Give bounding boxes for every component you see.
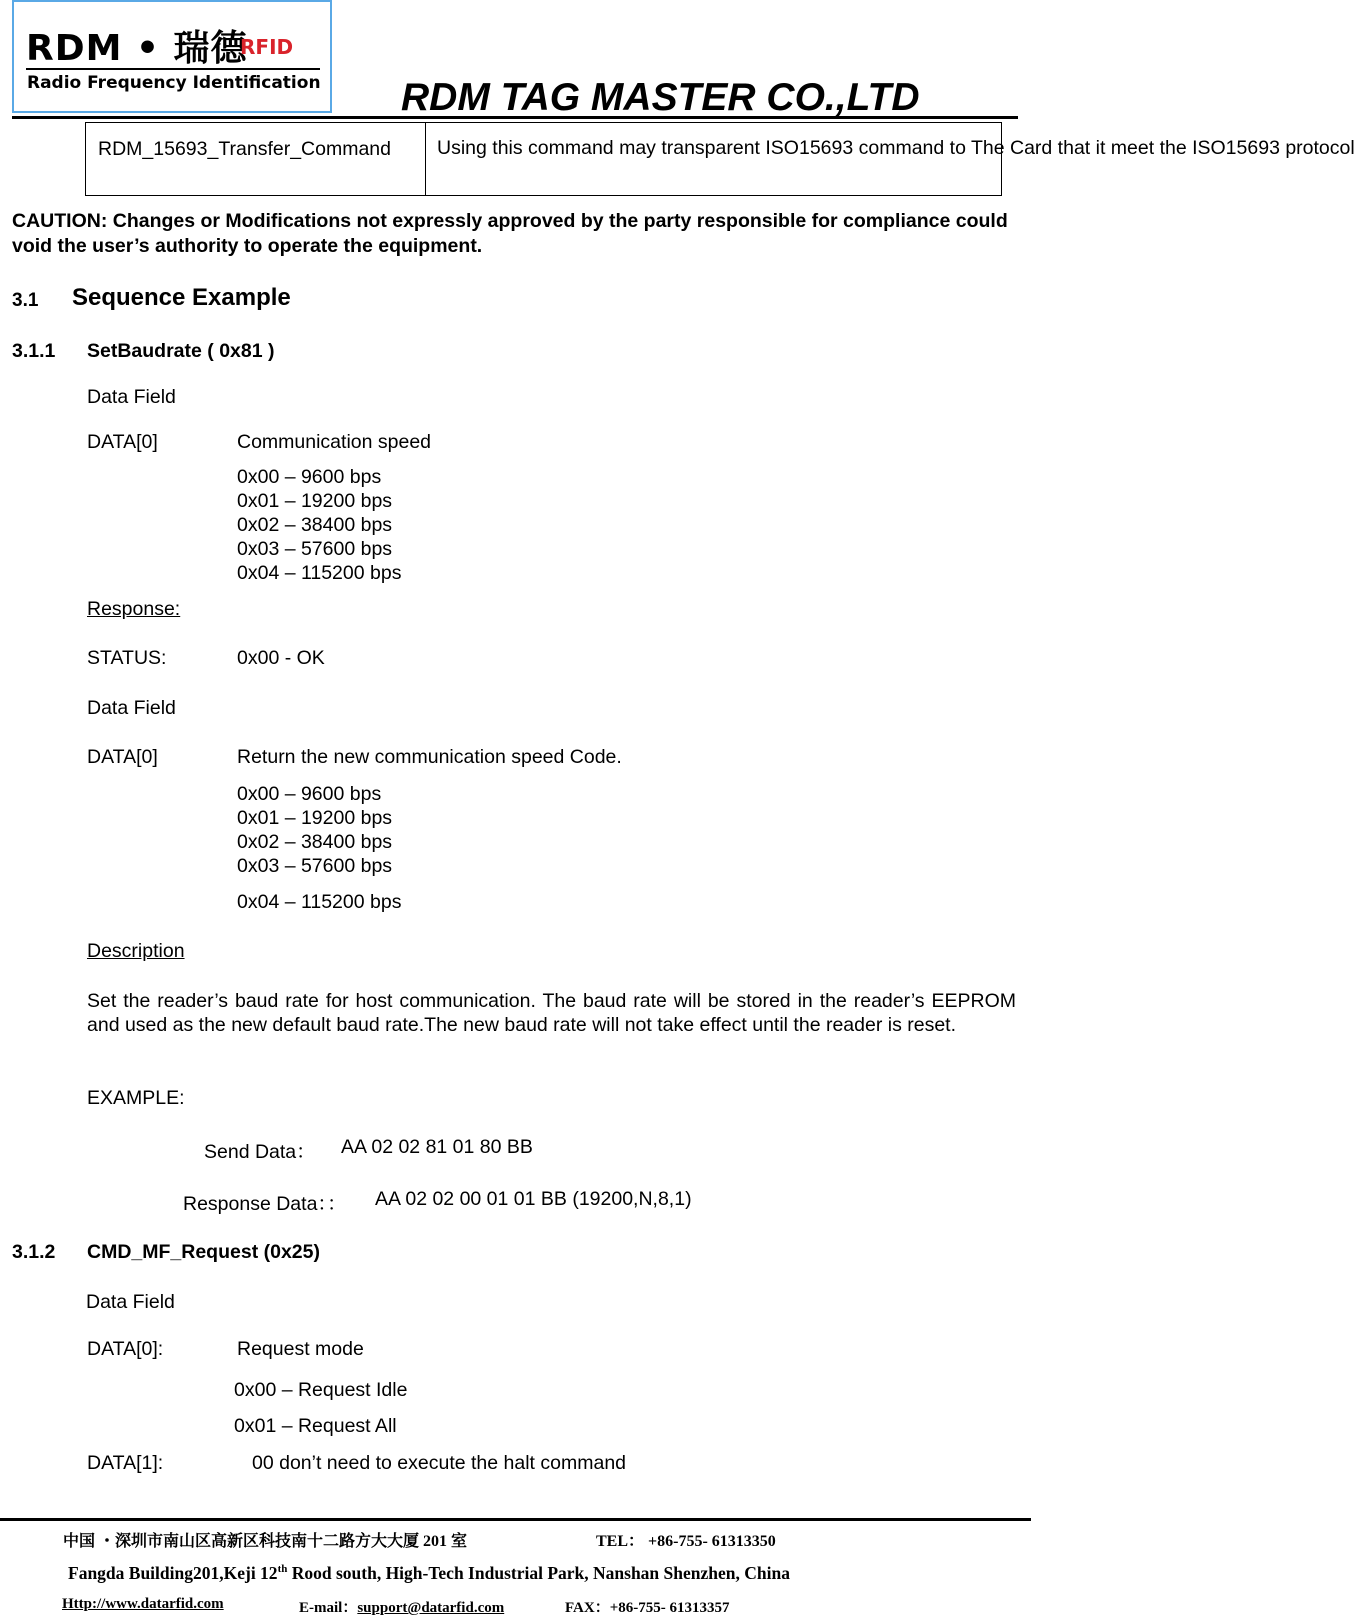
send-data-value: AA 02 02 81 01 80 BB <box>341 1136 533 1158</box>
data-field-label: Data Field <box>87 386 176 408</box>
data0-label: DATA[0] <box>87 431 158 453</box>
footer-email-link[interactable]: support@datarfid.com <box>357 1600 505 1616</box>
speed-option: 0x00 – 9600 bps <box>237 466 382 488</box>
command-name-cell: RDM_15693_Transfer_Command <box>86 123 426 195</box>
data-field-label: Data Field <box>87 697 176 719</box>
speed-option: 0x04 – 115200 bps <box>237 562 402 584</box>
status-label: STATUS: <box>87 647 167 669</box>
description-paragraph: Set the reader’s baud rate for host communication. The baud rate will be stored in the reader’s EEPROM and used as the new default baud rate.The new baud rate will not take effect until the reader is reset. <box>87 990 1016 1036</box>
response-heading: Response: <box>87 598 181 620</box>
company-name: RDM TAG MASTER CO.,LTD <box>401 76 920 119</box>
status-value: 0x00 - OK <box>237 647 325 669</box>
data-field-label: Data Field <box>86 1291 175 1313</box>
data0-description: Return the new communication speed Code. <box>237 746 622 768</box>
speed-option: 0x03 – 57600 bps <box>237 855 393 877</box>
footer-address-en-post: Rood south, High-Tech Industrial Park, Nanshan Shenzhen, China <box>287 1563 790 1583</box>
speed-option: 0x02 – 38400 bps <box>237 831 393 853</box>
data1-description: 00 don’t need to execute the halt command <box>252 1452 627 1474</box>
data0-description: Request mode <box>237 1338 364 1360</box>
footer-tel: TEL： +86-755- 61313350 <box>596 1533 776 1550</box>
description-heading: Description <box>87 940 185 962</box>
footer-website-link[interactable]: Http://www.datarfid.com <box>62 1596 224 1612</box>
caution-notice: CAUTION: Changes or Modifications not expressly approved by the party responsible for compliance could void the user’s authority to operate the equipment. <box>12 210 1008 257</box>
data0-label: DATA[0]: <box>87 1338 164 1360</box>
response-data-label: Response Data：： <box>183 1193 347 1215</box>
speed-option: 0x04 – 115200 bps <box>237 891 402 913</box>
subsection-title: CMD_MF_Request (0x25) <box>87 1241 320 1263</box>
footer-address-en-pre: Fangda Building201,Keji 12 <box>68 1563 278 1583</box>
subsection-number: 3.1.1 <box>12 340 56 362</box>
footer-email-label: E-mail： <box>299 1600 358 1616</box>
speed-option: 0x01 – 19200 bps <box>237 490 393 512</box>
footer-address-en-sup: th <box>277 1563 288 1576</box>
company-logo <box>12 0 332 113</box>
data1-label: DATA[1]: <box>87 1452 164 1474</box>
command-description-cell: Using this command may transparent ISO15693 command to The Card that it meet the ISO15693 protocol <box>437 137 1355 159</box>
data0-description: Communication speed <box>237 431 432 453</box>
data0-label: DATA[0] <box>87 746 158 768</box>
footer-email <box>299 1596 504 1617</box>
logo-divider <box>26 68 320 70</box>
speed-option: 0x03 – 57600 bps <box>237 538 393 560</box>
section-number: 3.1 <box>12 290 39 311</box>
header-divider <box>12 116 1018 119</box>
footer-address-en <box>68 1563 790 1584</box>
logo-main-text: RDM • 瑞德 <box>26 28 248 69</box>
footer-divider <box>0 1518 1031 1521</box>
send-data-label: Send Data： <box>204 1141 316 1163</box>
subsection-title: SetBaudrate ( 0x81 ) <box>87 340 275 362</box>
logo-rfid-text: RFID <box>240 35 294 59</box>
speed-option: 0x01 – 19200 bps <box>237 807 393 829</box>
speed-option: 0x02 – 38400 bps <box>237 514 393 536</box>
logo-subtitle: Radio Frequency Identification <box>27 73 321 93</box>
footer-address-cn: 中国 ・深圳市南山区高新区科技南十二路方大大厦 201 室 <box>63 1533 468 1550</box>
subsection-number: 3.1.2 <box>12 1241 56 1263</box>
request-mode-option: 0x00 – Request Idle <box>234 1379 408 1401</box>
command-table <box>85 122 1355 196</box>
section-title: Sequence Example <box>72 284 291 311</box>
footer-fax: FAX：+86-755- 61313357 <box>565 1600 730 1616</box>
response-data-value: AA 02 02 00 01 01 BB (19200,N,8,1) <box>375 1188 692 1210</box>
example-label: EXAMPLE: <box>87 1087 185 1109</box>
speed-option: 0x00 – 9600 bps <box>237 783 382 805</box>
request-mode-option: 0x01 – Request All <box>234 1415 397 1437</box>
